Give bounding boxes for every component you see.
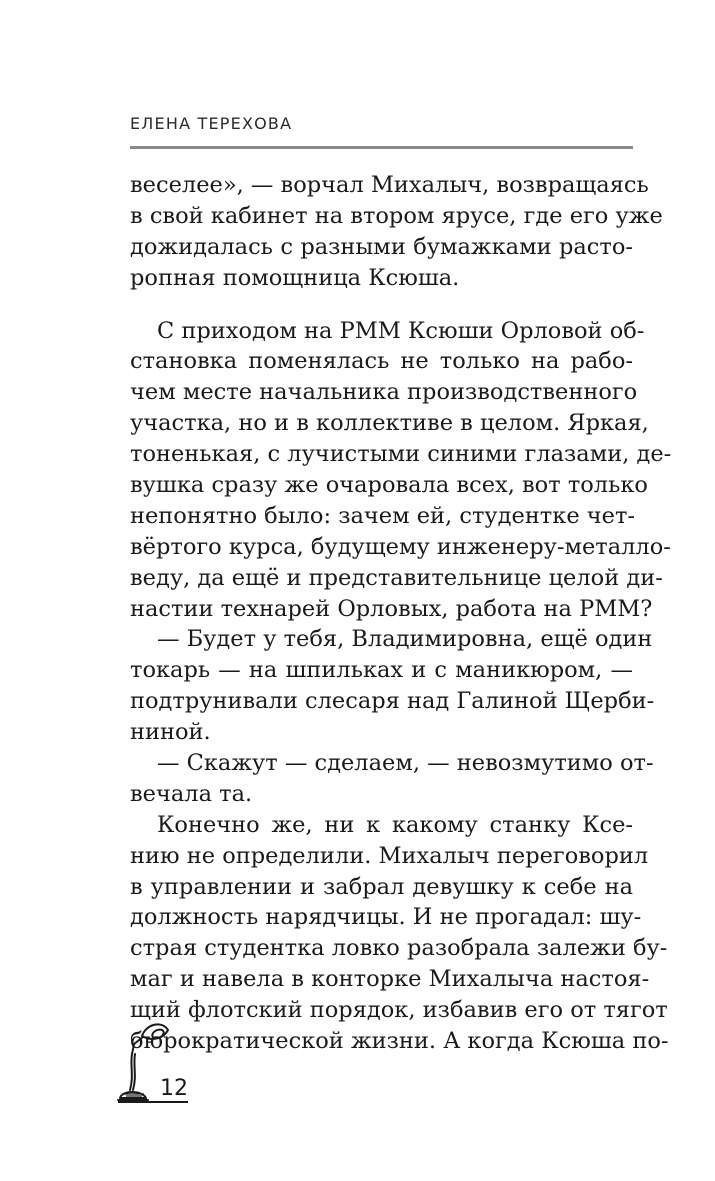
header-rule xyxy=(130,146,633,149)
text-line: токарь — на шпильках и с маникюром, — xyxy=(130,657,633,684)
text-line: веселее», — ворчал Михалыч, возвращаясь xyxy=(130,172,649,198)
paragraph-gap xyxy=(130,294,633,316)
text-line: должность нарядчицы. И не прогадал: шу- xyxy=(130,904,642,931)
text-line: вёртого курса, будущему инженеру-металло- xyxy=(130,533,671,560)
text-line: маг и навела в конторке Михалыча настоя- xyxy=(130,966,650,993)
text-line: ниной. xyxy=(130,719,211,746)
text-line: — Скажут — сделаем, — невозмутимо от- xyxy=(157,750,654,777)
text-line: вечала та. xyxy=(130,780,253,807)
body-text xyxy=(130,170,672,1057)
text-line: в управлении и забрал девушку к себе на xyxy=(130,873,633,900)
text-line: бюрократической жизни. А когда Ксюша по- xyxy=(130,1028,669,1055)
text-line: подтрунивали слесаря над Галиной Щерби- xyxy=(130,688,655,715)
text-line: становка поменялась не только на рабо- xyxy=(130,348,633,375)
text-line: щий флотский порядок, избавив его от тягот xyxy=(130,997,668,1024)
text-line: Конечно же, ни к какому станку Ксе- xyxy=(157,811,633,838)
text-line: тоненькая, с лучистыми синими глазами, де- xyxy=(130,441,672,468)
running-head-author: ЕЛЕНА ТЕРЕХОВА xyxy=(130,114,293,133)
text-line: страя студентка ловко разобрала залежи бу- xyxy=(130,935,668,962)
text-line: дожидалась с разными бумажками расто- xyxy=(130,233,633,260)
text-line: участка, но и в коллективе в целом. Яркая, xyxy=(130,410,649,437)
text-line: вушка сразу же очаровала всех, вот только xyxy=(130,472,648,499)
page-number: 12 xyxy=(160,1076,188,1101)
text-line: веду, да ещё и представительнице целой ди- xyxy=(130,564,663,591)
text-line: — Будет у тебя, Владимировна, ещё один xyxy=(157,626,653,653)
text-line: в свой кабинет на втором ярусе, где его уже xyxy=(130,202,663,229)
text-line: нию не определили. Михалыч переговорил xyxy=(130,842,649,869)
footer-rule xyxy=(118,1101,188,1103)
text-line: ропная помощница Ксюша. xyxy=(130,264,460,291)
text-line: непонятно было: зачем ей, студентке чет- xyxy=(130,502,636,529)
text-line: настии технарей Орловых, работа на РММ? xyxy=(130,595,653,622)
text-line: чем месте начальника производственного xyxy=(130,379,638,406)
text-line: С приходом на РММ Ксюши Орловой об- xyxy=(157,317,645,344)
